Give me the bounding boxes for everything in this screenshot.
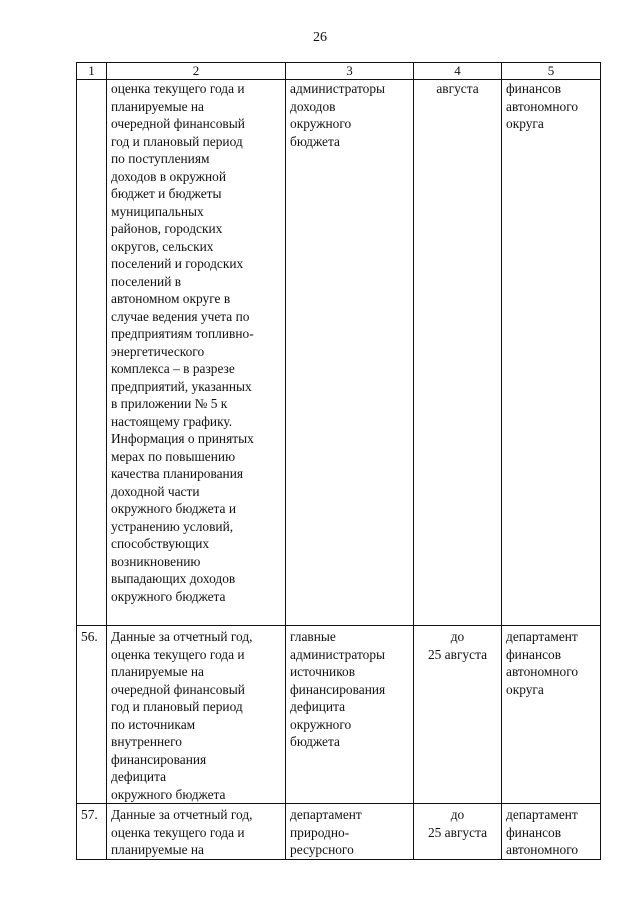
text-line: доходов в окружной	[111, 168, 227, 184]
text-line: бюджет и бюджеты	[111, 186, 222, 201]
schedule-table	[76, 62, 601, 860]
text-line: в приложении № 5 к	[111, 396, 228, 411]
text-line: способствующих	[111, 536, 210, 551]
text-line: августа	[436, 81, 479, 96]
text-line: комплекса – в разрезе	[111, 361, 235, 376]
text-line: очередной финансовый	[111, 116, 245, 131]
text-line: возникновению	[111, 553, 201, 569]
text-line: по источникам	[111, 716, 196, 732]
text-line: 25 августа	[427, 646, 488, 662]
text-line: департамент	[506, 629, 578, 644]
text-line: Данные за отчетный год,	[111, 807, 253, 822]
table-body	[77, 80, 601, 860]
text-line: мерах по повышению	[111, 448, 236, 464]
column-header-2: 2	[107, 63, 286, 80]
text-line: округа	[506, 116, 544, 131]
text-line: муниципальных	[111, 203, 204, 219]
text-line: бюджета	[290, 734, 340, 749]
text-line: 25 августа	[427, 824, 488, 840]
responsible-cell	[286, 626, 414, 804]
text-line: автономного	[506, 842, 579, 857]
text-line: финансов	[506, 824, 562, 840]
text-line: округов, сельских	[111, 238, 214, 254]
text-line: автономном округе в	[111, 291, 231, 306]
text-line: внутреннего	[111, 734, 182, 749]
text-line: оценка текущего года и	[111, 81, 245, 96]
column-header-4: 4	[414, 63, 502, 80]
text-line: доходной части	[111, 483, 200, 499]
text-line: природно-	[290, 824, 350, 840]
text-line: планируемые на	[111, 842, 204, 857]
row-number-cell: 57.	[77, 804, 107, 860]
text-line: Информация о принятых	[111, 431, 254, 446]
responsible-cell	[286, 80, 414, 626]
text-line: выпадающих доходов	[111, 571, 236, 586]
text-line: финансов	[506, 81, 562, 96]
text-line: окружного бюджета	[111, 786, 226, 802]
text-line: дефицита	[290, 699, 346, 714]
text-line: окружного бюджета	[111, 588, 226, 604]
text-line: энергетического	[111, 343, 205, 359]
responsible-cell	[286, 804, 414, 860]
text-line: окружного	[290, 716, 352, 732]
table-row	[77, 804, 601, 860]
text-line: предприятиям топливно-	[111, 326, 254, 341]
text-line: Данные за отчетный год,	[111, 629, 253, 644]
deadline-cell	[414, 626, 502, 804]
text-line: администраторы	[290, 646, 386, 662]
text-line: поселений и городских	[111, 256, 244, 271]
text-line: округа	[506, 681, 544, 697]
column-header-5: 5	[502, 63, 601, 80]
deadline-cell	[414, 80, 502, 626]
table-row	[77, 626, 601, 804]
text-line: источников	[290, 664, 356, 679]
recipient-cell	[502, 626, 601, 804]
text-line: дефицита	[111, 769, 167, 784]
text-line: предприятий, указанных	[111, 378, 252, 394]
description-cell	[107, 804, 286, 860]
text-line: поселений в	[111, 273, 182, 289]
header-row	[77, 63, 601, 80]
text-line: окружного	[290, 116, 352, 131]
text-line: до	[450, 807, 465, 822]
text-line: ресурсного	[290, 842, 354, 857]
text-line: планируемые на	[111, 98, 204, 114]
text-line: администраторы	[290, 81, 386, 96]
text-line: департамент	[506, 807, 578, 822]
text-line: качества планирования	[111, 466, 244, 481]
text-line: автономного	[506, 98, 579, 114]
text-line: год и плановый период	[111, 133, 243, 149]
text-line: финансирования	[111, 751, 207, 767]
text-line: очередной финансовый	[111, 681, 245, 697]
recipient-cell	[502, 804, 601, 860]
text-line: департамент	[290, 807, 362, 822]
text-line: устранению условий,	[111, 518, 234, 534]
text-line: районов, городских	[111, 221, 223, 236]
text-line: планируемые на	[111, 664, 204, 679]
text-line: случае ведения учета по	[111, 308, 250, 324]
text-line: оценка текущего года и	[111, 646, 245, 662]
page-number: 26	[313, 30, 327, 45]
row-number-cell	[77, 80, 107, 626]
text-line: настоящему графику.	[111, 413, 233, 429]
description-cell	[107, 626, 286, 804]
deadline-cell	[414, 804, 502, 860]
recipient-cell	[502, 80, 601, 626]
text-line: до	[450, 629, 465, 644]
text-line: финансирования	[290, 681, 386, 697]
text-line: главные	[290, 629, 336, 644]
table-row	[77, 80, 601, 626]
text-line: год и плановый период	[111, 699, 243, 714]
text-line: бюджета	[290, 133, 340, 149]
text-line: доходов	[290, 98, 336, 114]
column-header-3: 3	[286, 63, 414, 80]
text-line: оценка текущего года и	[111, 824, 245, 840]
row-number-cell: 56.	[77, 626, 107, 804]
column-header-1: 1	[77, 63, 107, 80]
text-line: автономного	[506, 664, 579, 679]
text-line: финансов	[506, 646, 562, 662]
description-cell	[107, 80, 286, 626]
text-line: окружного бюджета и	[111, 501, 236, 516]
text-line: по поступлениям	[111, 151, 210, 166]
